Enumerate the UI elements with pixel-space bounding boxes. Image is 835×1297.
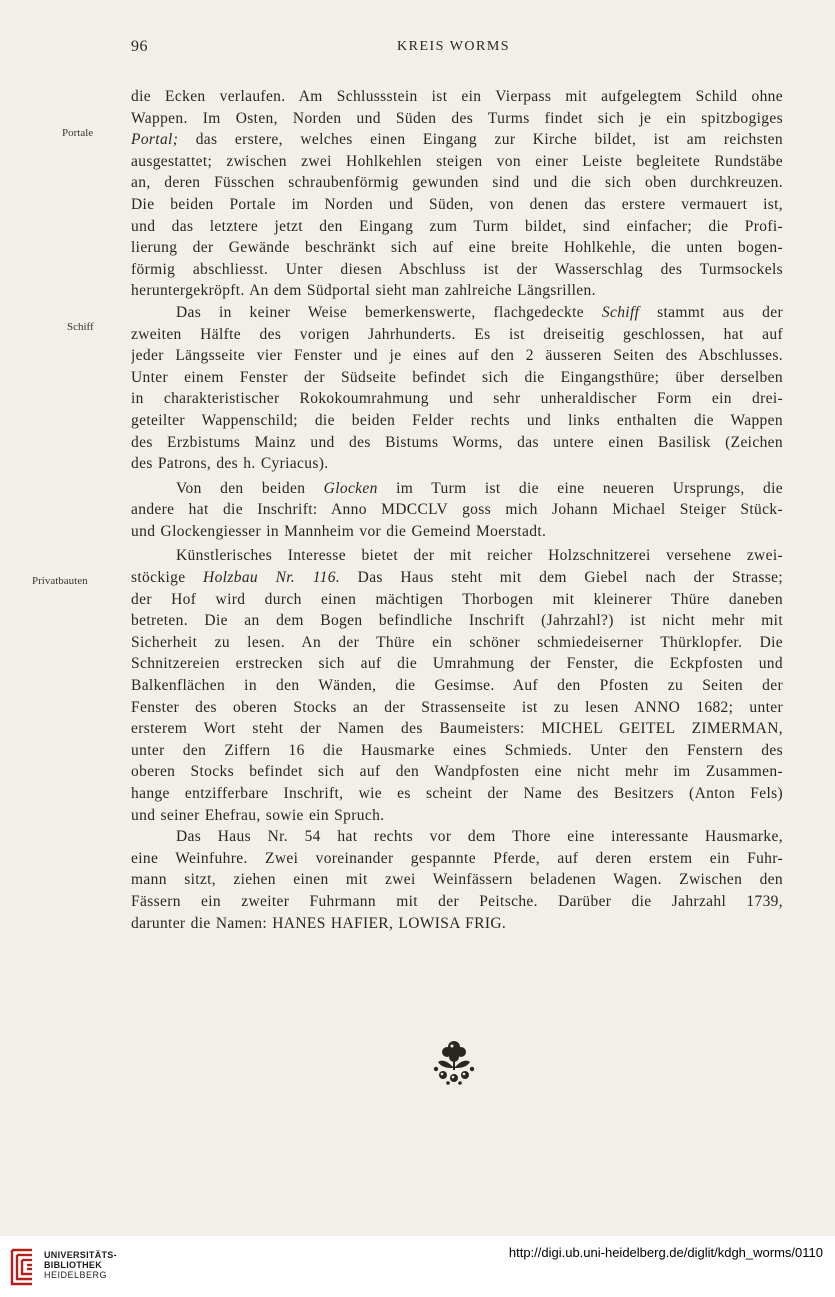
italic-term: Schiff bbox=[601, 303, 640, 321]
university-library-logo-icon bbox=[8, 1247, 36, 1287]
text-run: und seiner Ehefrau, sowie ein Spruch. bbox=[131, 806, 385, 824]
text-line bbox=[131, 891, 783, 913]
text-run: zweiten Hälfte des vorigen Jahrhunderts. Es ist dreiseitig geschlossen, hat auf bbox=[131, 325, 783, 343]
page-number: 96 bbox=[131, 38, 148, 55]
text-run: geteilter Wappenschild; die beiden Felder rechts und links enthalten die Wappen bbox=[131, 411, 783, 429]
margin-note-schiff: Schiff bbox=[67, 321, 94, 333]
text-line bbox=[131, 567, 783, 589]
text-run: das erstere, welches einen Eingang zur Kirche bildet, ist am reichsten bbox=[178, 131, 783, 149]
text-run: Balkenflächen in den Wänden, die Gesimse. Auf den Pfosten zu Seiten der bbox=[131, 677, 783, 695]
text-run: darunter die Namen: HANES HAFIER, LOWISA FRIG. bbox=[131, 914, 507, 932]
text-line bbox=[131, 545, 783, 567]
text-run: Künstlerisches Interesse bietet der mit reicher Holzschnitzerei versehene zwei- bbox=[176, 547, 783, 565]
text-line bbox=[131, 86, 783, 108]
text-line bbox=[131, 805, 783, 827]
text-line bbox=[131, 129, 783, 151]
margin-note-privatbauten: Privatbauten bbox=[32, 575, 88, 587]
text-run: die Ecken verlaufen. Am Schlussstein ist ein Vierpass mit aufgelegtem Schild ohne bbox=[131, 88, 783, 105]
text-line bbox=[131, 826, 783, 848]
text-run: in charakteristischer Rokokoumrahmung und sehr unheraldischer Form ein drei- bbox=[131, 390, 783, 408]
text-line bbox=[131, 740, 783, 762]
text-line bbox=[131, 453, 783, 475]
text-run: lierung der Gewände beschränkt sich auf eine breite Hohlkehle, die unten bogen- bbox=[131, 239, 783, 257]
text-line bbox=[131, 589, 783, 611]
text-run: mann sitzt, ziehen einen mit zwei Weinfässern beladenen Wagen. Zwischen den bbox=[131, 871, 783, 889]
text-run: heruntergekröpft. An dem Südportal sieht man zahlreiche Längsrillen. bbox=[131, 282, 596, 300]
text-line bbox=[131, 345, 783, 367]
body-text bbox=[131, 86, 783, 934]
text-run: stöckige bbox=[131, 569, 204, 587]
text-line bbox=[131, 172, 783, 194]
text-run: ersterem Wort steht der Namen des Baumeisters: MICHEL GEITEL ZIMERMAN, bbox=[131, 720, 783, 738]
text-line bbox=[131, 697, 783, 719]
italic-term: Portal; bbox=[131, 131, 179, 149]
text-line bbox=[131, 216, 783, 238]
margin-note-portale: Portale bbox=[62, 127, 94, 139]
text-run: stammt aus der bbox=[639, 303, 783, 321]
text-run: Von den beiden bbox=[176, 479, 324, 497]
text-run: hange entzifferbare Inschrift, wie es scheint der Name des Besitzers (Anton Fels) bbox=[131, 785, 783, 802]
text-line bbox=[131, 783, 783, 805]
text-line bbox=[131, 324, 783, 346]
text-line bbox=[131, 388, 783, 410]
text-line bbox=[131, 521, 783, 543]
text-line bbox=[131, 913, 783, 935]
text-run: andere hat die Inschrift: Anno MDCCLV goss mich Johann Michael Steiger Stück- bbox=[131, 501, 783, 519]
text-line bbox=[131, 194, 783, 216]
text-run: Sicherheit zu lesen. An der Thüre ein schöner schmiedeiserner Thürklopfer. Die bbox=[131, 633, 783, 651]
text-line bbox=[131, 259, 783, 281]
text-line bbox=[131, 632, 783, 654]
text-run: Das Haus Nr. 54 hat rechts vor dem Thore eine interessante Hausmarke, bbox=[176, 828, 783, 846]
text-run: betreten. Die an dem Bogen befindliche Inschrift (Jahrzahl?) ist nicht mehr mit bbox=[131, 612, 783, 630]
text-run: Wappen. Im Osten, Norden und Süden des Turms findet sich je ein spitzbogiges bbox=[131, 109, 783, 127]
italic-term: Holzbau Nr. 116. bbox=[203, 569, 341, 587]
text-run: unter den Ziffern 16 die Hausmarke eines Schmieds. Unter den Fenstern des bbox=[131, 741, 783, 759]
text-line bbox=[131, 653, 783, 675]
text-run: förmig abschliesst. Unter diesen Abschluss ist der Wasserschlag des Turmsockels bbox=[131, 260, 783, 278]
text-run: Die beiden Portale im Norden und Süden, von denen das erstere vermauert ist, bbox=[131, 195, 783, 213]
text-line bbox=[131, 432, 783, 454]
running-title: KREIS WORMS bbox=[397, 39, 511, 54]
italic-term: Glocken bbox=[323, 479, 378, 497]
text-run: im Turm ist die eine neueren Ursprungs, die bbox=[377, 479, 783, 497]
text-line bbox=[131, 367, 783, 389]
text-run: Schnitzereien erstrecken sich auf die Umrahmung der Fenster, die Eckpfosten und bbox=[131, 655, 783, 673]
text-line bbox=[131, 675, 783, 697]
text-run: an, deren Füsschen schraubenförmig gewunden sind und die sich oben durchkreuzen. bbox=[131, 174, 783, 192]
text-run: jeder Längsseite vier Fenster und je eines auf den 2 äusseren Seiten des Abschlusses. bbox=[131, 347, 783, 365]
library-name bbox=[44, 1250, 117, 1280]
text-run: Fässern ein zweiter Fuhrmann mit der Peitsche. Darüber die Jahrzahl 1739, bbox=[131, 892, 783, 910]
text-run: und Glockengiesser in Mannheim vor die Gemeind Moerstadt. bbox=[131, 522, 547, 540]
text-run: des Erzbistums Mainz und des Bistums Worms, das untere einen Basilisk (Zeichen bbox=[131, 433, 783, 451]
text-line bbox=[131, 499, 783, 521]
page-header bbox=[0, 38, 835, 60]
text-line bbox=[131, 848, 783, 870]
text-line bbox=[131, 302, 783, 324]
text-line bbox=[131, 718, 783, 740]
text-run: des Patrons, des h. Cyriacus). bbox=[131, 455, 329, 473]
text-run: der Hof wird durch einen mächtigen Thorbogen mit kleinerer Thüre daneben bbox=[131, 590, 783, 608]
text-run: eine Weinfuhre. Zwei voreinander gespannte Pferde, auf deren erstem ein Fuhr- bbox=[131, 849, 783, 867]
library-name-line1: UNIVERSITÄTS- bbox=[44, 1250, 117, 1260]
text-run: Das Haus steht mit dem Giebel nach der Strasse; bbox=[340, 569, 783, 587]
text-line bbox=[131, 410, 783, 432]
text-line bbox=[131, 761, 783, 783]
permalink-url[interactable]: http://digi.ub.uni-heidelberg.de/diglit/kdgh_worms/0110 bbox=[508, 1245, 823, 1260]
text-line bbox=[131, 478, 783, 500]
text-run: und das letztere jetzt den Eingang zum Turm bildet, sind einfacher; die Profi- bbox=[131, 217, 783, 235]
text-line bbox=[131, 151, 783, 173]
text-line bbox=[131, 237, 783, 259]
library-footer bbox=[0, 1236, 835, 1297]
text-line bbox=[131, 108, 783, 130]
library-name-line3: HEIDELBERG bbox=[44, 1270, 108, 1280]
text-line bbox=[131, 280, 783, 302]
text-run: ausgestattet; zwischen zwei Hohlkehlen steigen von einer Leiste begleitete Rundstäbe bbox=[131, 152, 783, 170]
text-line bbox=[131, 869, 783, 891]
text-run: Unter einem Fenster der Südseite befindet sich die Eingangsthüre; über derselben bbox=[131, 368, 783, 386]
text-run: Das in keiner Weise bemerkenswerte, flachgedeckte bbox=[176, 303, 602, 321]
floral-ornament-icon bbox=[428, 1038, 480, 1086]
library-name-line2: BIBLIOTHEK bbox=[44, 1260, 102, 1270]
text-run: Fenster des oberen Stocks an der Strassenseite ist zu lesen ANNO 1682; unter bbox=[131, 698, 783, 716]
text-run: oberen Stocks befindet sich auf den Wandpfosten eine nicht mehr im Zusammen- bbox=[131, 763, 783, 781]
text-line bbox=[131, 610, 783, 632]
